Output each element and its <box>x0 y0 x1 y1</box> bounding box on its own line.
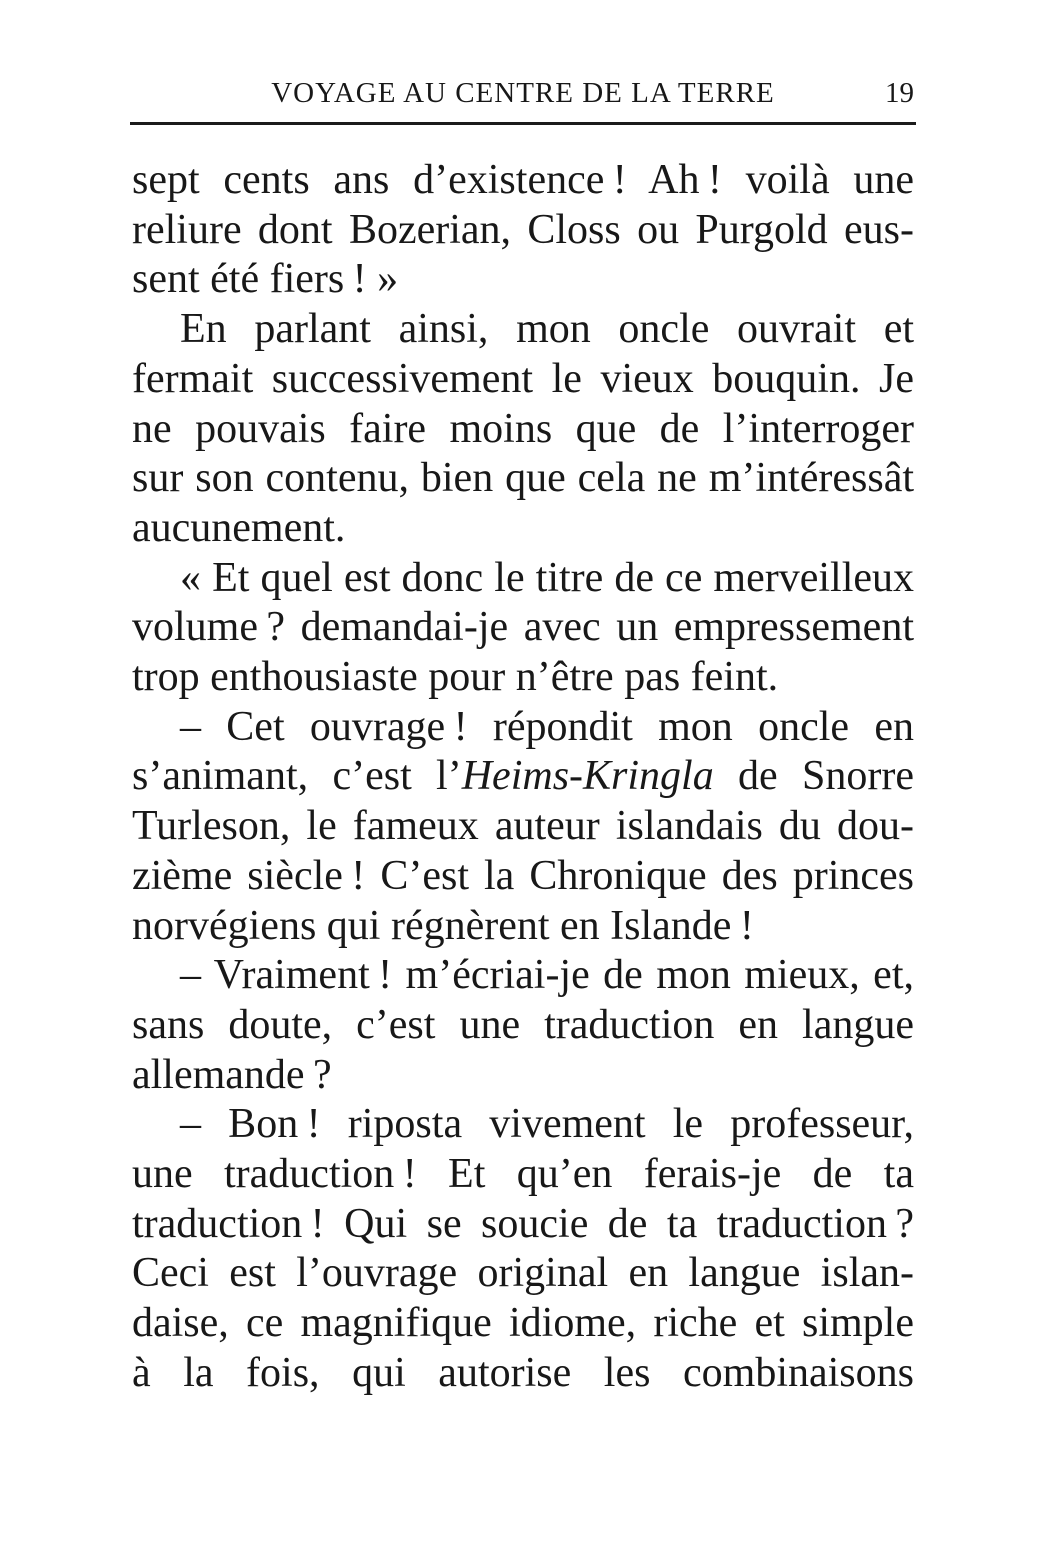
text-line: En parlant ainsi, mon oncle ouvrait et <box>180 306 914 353</box>
paragraph <box>132 703 914 952</box>
text-line: à la fois, qui autorise les combinaisons <box>132 1349 914 1396</box>
text-line: trop enthousiaste pour n’être pas feint. <box>132 654 779 701</box>
page-number: 19 <box>885 77 914 109</box>
running-header <box>132 76 914 110</box>
paragraph <box>132 156 914 305</box>
paragraph <box>132 554 914 703</box>
text-line: norvégiens qui régnèrent en Islande ! <box>132 902 754 949</box>
text-line <box>132 752 914 802</box>
text-line: Turleson, le fameux auteur islandais du dou- <box>132 803 914 850</box>
running-header-title: VOYAGE AU CENTRE DE LA TERRE <box>271 77 775 109</box>
text-line: – Bon ! riposta vivement le professeur, <box>180 1101 914 1148</box>
text-line: fermait successivement le vieux bouquin. Je <box>132 355 914 402</box>
text-line: sent été fiers ! » <box>132 256 399 303</box>
paragraph <box>132 951 914 1100</box>
header-rule <box>130 122 916 125</box>
paragraph <box>132 1100 914 1398</box>
text-line: sans doute, c’est une traduction en langue <box>132 1001 914 1048</box>
text-line: sept cents ans d’existence ! Ah ! voilà une <box>132 157 914 203</box>
text-line: traduction ! Qui se soucie de ta traduction ? <box>132 1200 914 1247</box>
paragraph <box>132 305 914 554</box>
text-line: zième siècle ! C’est la Chronique des princes <box>132 852 914 899</box>
text-line: daise, ce magnifique idiome, riche et simple <box>132 1300 914 1347</box>
book-title-italic: Heims-Kringla <box>461 753 714 800</box>
text-block <box>132 156 914 1399</box>
text-line: « Et quel est donc le titre de ce merveilleux <box>180 554 914 601</box>
text-line: – Cet ouvrage ! répondit mon oncle en <box>180 703 914 750</box>
text-line: – Vraiment ! m’écriai-je de mon mieux, et, <box>180 952 914 999</box>
text-line: reliure dont Bozerian, Closs ou Purgold eus- <box>132 206 914 253</box>
text-line: allemande ? <box>132 1051 332 1098</box>
text-line: ne pouvais faire moins que de l’interroger <box>132 405 914 452</box>
text-line: Ceci est l’ouvrage original en langue islan- <box>132 1250 914 1297</box>
text-segment: s’animant, c’est l’ <box>132 753 462 800</box>
text-segment: de Snorre <box>713 753 914 800</box>
text-line: aucunement. <box>132 504 346 551</box>
text-line: volume ? demandai-je avec un empressement <box>132 604 914 651</box>
text-line: sur son contenu, bien que cela ne m’intéressât <box>132 455 914 502</box>
text-line: une traduction ! Et qu’en ferais-je de ta <box>132 1151 914 1198</box>
